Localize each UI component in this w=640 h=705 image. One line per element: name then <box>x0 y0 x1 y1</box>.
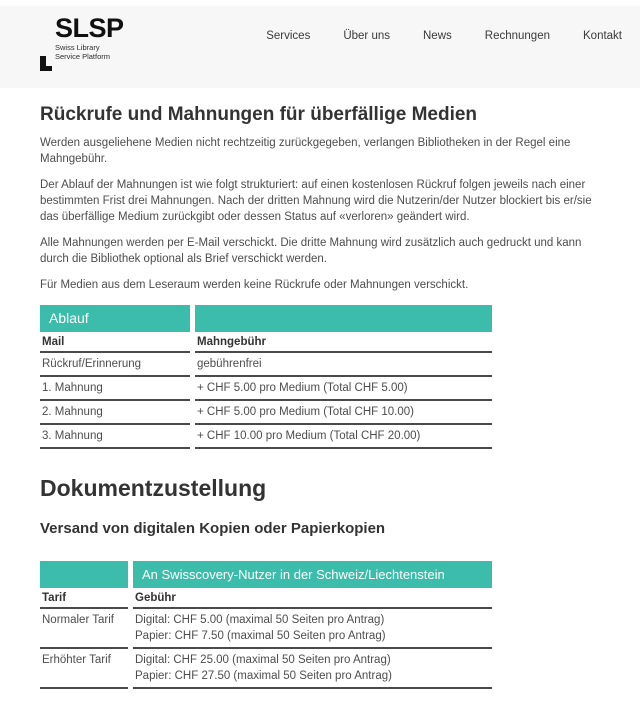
cell-mail: 2. Mahnung <box>40 401 190 425</box>
column-header-mail: Mail <box>40 332 190 353</box>
gebuehr-papier: Papier: CHF 27.50 (maximal 50 Seiten pro Antrag) <box>135 669 392 682</box>
dokumentzustellung-table <box>35 561 497 689</box>
cell-gebuehr: + CHF 5.00 pro Medium (Total CHF 10.00) <box>195 401 492 425</box>
page-content <box>0 104 640 689</box>
table-band-label: Ablauf <box>40 305 190 332</box>
gebuehr-digital: Digital: CHF 25.00 (maximal 50 Seiten pro Antrag) <box>135 653 391 666</box>
column-header-tarif: Tarif <box>40 588 128 609</box>
cell-mail: Rückruf/Erinnerung <box>40 353 190 377</box>
table-row <box>40 401 492 425</box>
slsp-logo[interactable] <box>40 13 124 61</box>
cell-tarif: Normaler Tarif <box>40 609 128 649</box>
column-header-mahngebuehr: Mahngebühr <box>195 332 492 353</box>
table-band-row <box>40 561 492 588</box>
paragraph-email-versand: Alle Mahnungen werden per E-Mail verschickt. Die dritte Mahnung wird zusätzlich auch gedruckt und kann durch die Bibliothek optional als Brief verschickt werden. <box>40 236 582 265</box>
logo-title: SLSP <box>55 13 124 43</box>
column-header-gebuehr: Gebühr <box>133 588 492 609</box>
table-row <box>40 649 492 689</box>
table-band-spacer <box>195 305 492 332</box>
table-row <box>40 353 492 377</box>
paragraph-leseraum: Für Medien aus dem Leseraum werden keine Rückrufe oder Mahnungen verschickt. <box>40 278 469 291</box>
section-title-dokumentzustellung: Dokumentzustellung <box>40 474 267 501</box>
gebuehr-papier: Papier: CHF 7.50 (maximal 50 Seiten pro Antrag) <box>135 629 386 642</box>
page-title: Rückrufe und Mahnungen für überfällige Medien <box>40 104 478 125</box>
table-row <box>40 377 492 401</box>
nav-item-services[interactable]: Services <box>266 30 311 42</box>
cell-gebuehr <box>133 609 492 649</box>
nav-item-news[interactable]: News <box>423 30 452 42</box>
table-band-spacer <box>40 561 128 588</box>
cell-gebuehr: + CHF 10.00 pro Medium (Total CHF 20.00) <box>195 425 492 449</box>
cell-gebuehr: gebührenfrei <box>195 353 492 377</box>
subsection-title-versand: Versand von digitalen Kopien oder Papierkopien <box>40 519 386 537</box>
gebuehr-digital: Digital: CHF 5.00 (maximal 50 Seiten pro Antrag) <box>135 613 385 626</box>
nav-item-rechnungen[interactable]: Rechnungen <box>484 30 550 42</box>
paragraph-mahngebuehr: Werden ausgeliehene Medien nicht rechtzeitig zurückgegeben, verlangen Bibliotheken in der Regel eine Mahngebühr. <box>40 136 571 165</box>
table-band-label: An Swisscovery-Nutzer in der Schweiz/Liechtenstein <box>133 561 492 588</box>
main-nav <box>266 13 622 42</box>
paragraph-ablauf: Der Ablauf der Mahnungen ist wie folgt strukturiert: auf einen kostenlosen Rückruf folgen jeweils nach einer bestimmten Frist drei Mahnungen. Nach der dritten Mahnung wird die Nutzerin/der Nutzer blockiert bis er/sie das überfällige Medium zurückgibt oder dessen Status auf «verloren» geändert wird. <box>40 178 592 223</box>
nav-item-ueber-uns[interactable]: Über uns <box>343 30 390 42</box>
cell-tarif: Erhöhter Tarif <box>40 649 128 689</box>
cell-mail: 1. Mahnung <box>40 377 190 401</box>
nav-item-kontakt[interactable]: Kontakt <box>583 30 622 42</box>
logo-l-mark-icon <box>40 56 52 71</box>
table-row <box>40 425 492 449</box>
cell-mail: 3. Mahnung <box>40 425 190 449</box>
logo-subtitle-line1: Swiss Library <box>55 43 100 52</box>
cell-gebuehr <box>133 649 492 689</box>
mahnungen-table <box>35 305 497 449</box>
table-row <box>40 609 492 649</box>
table-header-row <box>40 332 492 353</box>
logo-subtitle-line2: Service Platform <box>55 52 111 61</box>
cell-gebuehr: + CHF 5.00 pro Medium (Total CHF 5.00) <box>195 377 492 401</box>
table-header-row <box>40 588 492 609</box>
table-band-row <box>40 305 492 332</box>
site-header <box>0 6 640 88</box>
